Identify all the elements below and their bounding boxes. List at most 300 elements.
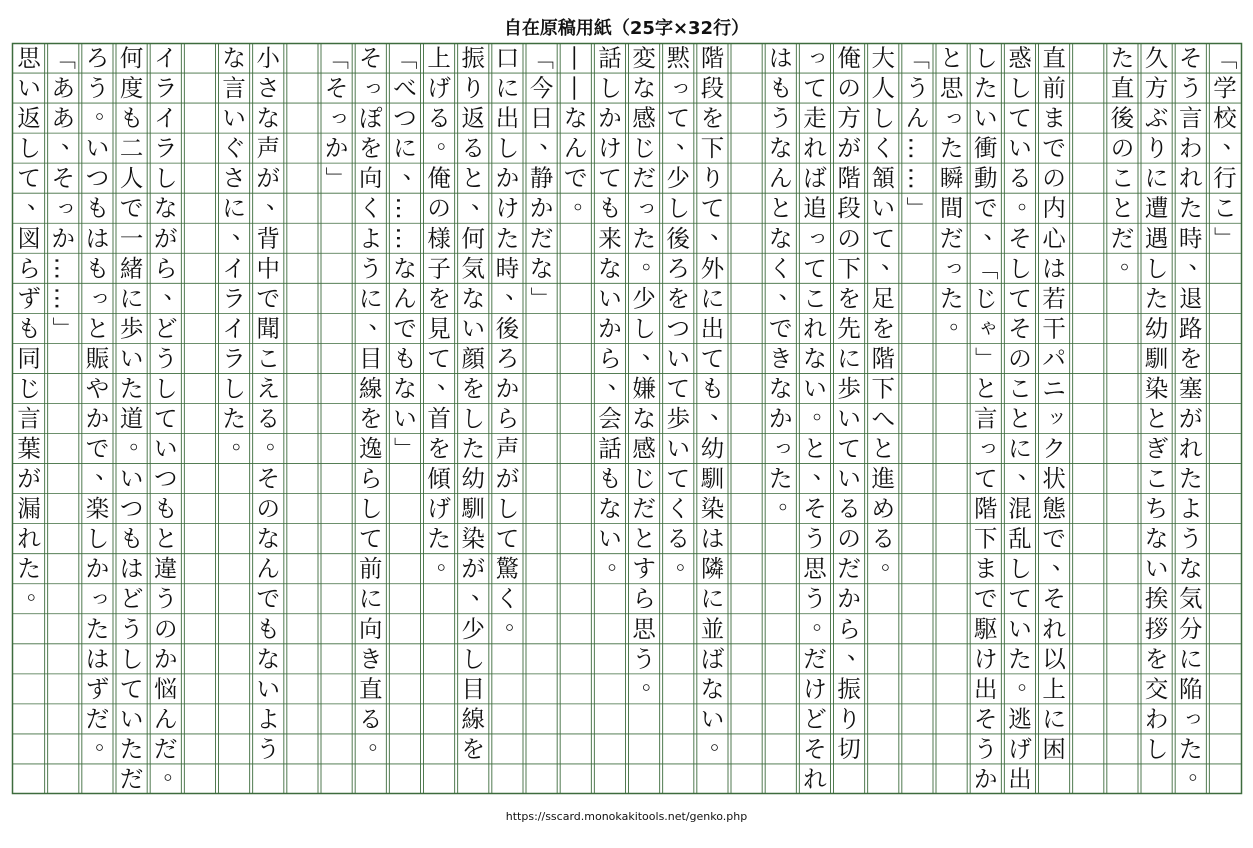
manuscript-char: ん <box>905 104 930 133</box>
manuscript-char: い <box>1144 554 1169 583</box>
manuscript-char: 逸 <box>359 434 383 463</box>
manuscript-char: 前 <box>359 554 383 583</box>
manuscript-char: た <box>1179 194 1203 223</box>
manuscript-char: 感 <box>632 104 656 133</box>
manuscript-column <box>1111 44 1144 274</box>
manuscript-char: て <box>119 674 144 703</box>
manuscript-char: と <box>1008 404 1032 433</box>
manuscript-char: 瞬 <box>939 164 964 193</box>
manuscript-char: な <box>769 134 793 163</box>
manuscript-column <box>427 44 460 574</box>
manuscript-char: 一 <box>119 224 144 253</box>
manuscript-char: 直 <box>1110 74 1135 103</box>
manuscript-char: に <box>495 74 520 103</box>
manuscript-char: 話 <box>598 434 622 463</box>
manuscript-char: ク <box>1042 434 1066 463</box>
manuscript-char: 退 <box>1179 284 1203 313</box>
manuscript-char: を <box>359 404 383 433</box>
manuscript-column <box>496 44 529 634</box>
manuscript-char: ち <box>1144 494 1169 523</box>
manuscript-char: も <box>85 254 110 283</box>
manuscript-char: 。 <box>641 666 666 695</box>
manuscript-char: っ <box>90 285 111 309</box>
manuscript-char: っ <box>944 254 965 278</box>
manuscript-char: い <box>85 134 110 163</box>
manuscript-char: え <box>256 374 280 403</box>
manuscript-char: か <box>598 314 622 343</box>
manuscript-char: っ <box>773 435 794 459</box>
manuscript-char: 何 <box>461 224 485 253</box>
manuscript-char: 切 <box>837 734 861 763</box>
manuscript-char: て <box>495 524 520 553</box>
manuscript-char: が <box>17 464 41 493</box>
manuscript-char: 。 <box>1017 666 1042 695</box>
manuscript-char: を <box>666 284 690 313</box>
manuscript-char: 「 <box>390 46 419 70</box>
manuscript-char: 人 <box>119 164 144 193</box>
manuscript-char: は <box>85 224 110 253</box>
manuscript-char: り <box>700 164 725 193</box>
manuscript-char: 思 <box>17 44 41 73</box>
manuscript-char: 向 <box>359 164 383 193</box>
manuscript-char: い <box>222 104 246 133</box>
manuscript-char: … <box>903 136 932 160</box>
manuscript-char: 下 <box>700 134 725 163</box>
manuscript-char: 乱 <box>1008 524 1032 553</box>
manuscript-char: て <box>700 194 725 223</box>
manuscript-char: じ <box>17 374 41 403</box>
manuscript-char: 足 <box>871 284 895 313</box>
manuscript-char: 楽 <box>85 494 110 523</box>
manuscript-char: 驚 <box>495 554 520 583</box>
manuscript-char: 階 <box>871 344 895 373</box>
manuscript-char: な <box>256 644 280 673</box>
manuscript-char: に <box>119 284 144 313</box>
manuscript-char: た <box>939 134 964 163</box>
manuscript-char: う <box>359 254 383 283</box>
manuscript-char: 、 <box>676 125 700 154</box>
manuscript-char: 」 <box>49 316 78 341</box>
manuscript-char: い <box>1008 614 1032 643</box>
manuscript-char: 、 <box>231 215 256 244</box>
manuscript-char: ば <box>700 644 725 673</box>
manuscript-char: な <box>564 104 588 133</box>
manuscript-char: き <box>769 344 793 373</box>
manuscript-char: 。 <box>881 546 905 575</box>
manuscript-char: 、 <box>163 275 188 304</box>
manuscript-char: 、 <box>778 275 803 304</box>
manuscript-char: 追 <box>803 194 827 223</box>
manuscript-char: 。 <box>573 185 598 214</box>
manuscript-char: の <box>1042 164 1066 193</box>
manuscript-char: つ <box>666 314 690 343</box>
manuscript-char: な <box>1144 524 1169 553</box>
manuscript-char: る <box>871 524 895 553</box>
manuscript-char: し <box>666 194 690 223</box>
manuscript-char: じ <box>632 464 656 493</box>
manuscript-char: で <box>85 434 110 463</box>
manuscript-char: の <box>837 524 861 553</box>
manuscript-char: 若 <box>1042 284 1066 313</box>
manuscript-char: ど <box>154 314 178 343</box>
manuscript-char: 。 <box>607 546 632 575</box>
manuscript-char: い <box>598 284 622 313</box>
manuscript-char: 「 <box>322 46 351 70</box>
manuscript-char: 衝 <box>974 134 998 163</box>
manuscript-char: た <box>1179 464 1203 493</box>
manuscript-char: 」 <box>322 166 351 190</box>
manuscript-char: 久 <box>1144 44 1169 73</box>
manuscript-char: ま <box>974 554 998 583</box>
manuscript-char: こ <box>803 284 827 313</box>
manuscript-char: だ <box>85 704 110 733</box>
manuscript-char: 、 <box>607 366 632 395</box>
manuscript-char: 、 <box>881 245 905 274</box>
manuscript-char: 「 <box>903 46 932 70</box>
manuscript-char: 。 <box>778 486 803 515</box>
manuscript-char: が <box>837 134 861 163</box>
manuscript-char: つ <box>154 464 178 493</box>
manuscript-char: イ <box>222 314 246 343</box>
manuscript-char: く <box>495 584 520 613</box>
manuscript-column <box>940 44 973 334</box>
manuscript-char: 様 <box>427 224 451 253</box>
manuscript-char: れ <box>803 134 827 163</box>
manuscript-char: な <box>700 674 725 703</box>
manuscript-char: 陥 <box>1179 674 1203 703</box>
manuscript-char: い <box>393 404 417 433</box>
manuscript-char: 幼 <box>700 434 725 463</box>
manuscript-char: か <box>495 164 520 193</box>
manuscript-char: う <box>974 734 998 763</box>
manuscript-char: げ <box>427 74 451 103</box>
manuscript-char: 悩 <box>154 674 178 703</box>
manuscript-char: 交 <box>1144 674 1169 703</box>
manuscript-char: は <box>700 524 725 553</box>
manuscript-char: ラ <box>222 284 246 313</box>
manuscript-char: 。 <box>1188 756 1213 785</box>
manuscript-char: 葉 <box>17 434 41 463</box>
manuscript-char: う <box>803 524 827 553</box>
manuscript-char: 賑 <box>85 344 110 373</box>
manuscript-char: 少 <box>666 164 690 193</box>
manuscript-char: そ <box>256 464 280 493</box>
manuscript-char: に <box>1179 644 1203 673</box>
manuscript-char: し <box>222 374 246 403</box>
manuscript-column <box>667 44 700 574</box>
manuscript-char: だ <box>803 644 827 673</box>
manuscript-char: し <box>17 134 41 163</box>
manuscript-char: で <box>119 194 144 223</box>
manuscript-char: 漏 <box>17 494 41 523</box>
manuscript-char: い <box>803 374 827 403</box>
manuscript-char: て <box>1008 104 1032 133</box>
manuscript-char: げ <box>427 494 451 523</box>
manuscript-char: 歩 <box>119 314 144 343</box>
manuscript-char: る <box>359 704 383 733</box>
manuscript-char: し <box>598 74 622 103</box>
manuscript-char: と <box>632 524 656 553</box>
manuscript-char: な <box>256 104 280 133</box>
manuscript-char: だ <box>632 164 656 193</box>
manuscript-char: 、 <box>1017 456 1042 485</box>
manuscript-char: 学 <box>1213 74 1237 103</box>
manuscript-char: っ <box>978 435 999 459</box>
manuscript-char: ら <box>359 464 383 493</box>
manuscript-char: 、 <box>471 576 495 605</box>
manuscript-char: 」 <box>1210 226 1239 250</box>
manuscript-char: っ <box>56 194 76 218</box>
manuscript-char: っ <box>90 585 111 609</box>
manuscript-char: 下 <box>871 374 895 403</box>
manuscript-char: 校 <box>1213 104 1237 133</box>
manuscript-char: 階 <box>837 164 861 193</box>
manuscript-char: そ <box>1179 44 1203 73</box>
manuscript-char: れ <box>803 314 827 343</box>
manuscript-char: 言 <box>17 404 41 433</box>
manuscript-char: を <box>1144 644 1169 673</box>
manuscript-char: し <box>119 644 144 673</box>
manuscript-char: い <box>256 674 280 703</box>
manuscript-char: 変 <box>632 44 656 73</box>
manuscript-char: っ <box>1183 705 1204 729</box>
manuscript-char: 。 <box>129 426 153 455</box>
manuscript-char: も <box>17 314 41 343</box>
manuscript-char: 上 <box>427 44 451 73</box>
manuscript-char: 、 <box>539 125 563 154</box>
manuscript-char: 心 <box>1042 224 1066 253</box>
manuscript-char: 」 <box>903 196 932 220</box>
manuscript-char: と <box>1144 404 1169 433</box>
manuscript-char: 、 <box>26 185 51 214</box>
manuscript-char: る <box>837 494 861 523</box>
manuscript-char: は <box>85 644 110 673</box>
manuscript-char: れ <box>1179 164 1203 193</box>
manuscript-char: 後 <box>666 224 690 253</box>
manuscript-char: を <box>427 434 451 463</box>
manuscript-char: た <box>1179 734 1203 763</box>
manuscript-char: イ <box>222 254 246 283</box>
manuscript-char: る <box>666 524 690 553</box>
manuscript-char: が <box>461 554 485 583</box>
manuscript-column <box>632 44 665 694</box>
manuscript-char: で <box>564 164 588 193</box>
manuscript-char: 見 <box>427 314 451 343</box>
manuscript-char: ら <box>154 254 178 283</box>
manuscript-char: 」 <box>971 346 1000 371</box>
manuscript-char: 顔 <box>461 344 485 373</box>
manuscript-char: に <box>1008 434 1032 463</box>
manuscript-char: ぎ <box>1144 434 1169 463</box>
manuscript-char: 気 <box>461 254 485 283</box>
manuscript-char: て <box>1008 284 1032 313</box>
manuscript-char: し <box>1144 254 1169 283</box>
manuscript-column <box>323 46 351 190</box>
manuscript-char: ら <box>598 344 622 373</box>
manuscript-char: ぐ <box>222 134 246 163</box>
manuscript-char: ず <box>17 284 41 313</box>
manuscript-char: 、 <box>95 456 119 485</box>
manuscript-char: じ <box>974 284 998 313</box>
manuscript-char: に <box>359 584 383 613</box>
manuscript-char: そ <box>1008 224 1032 253</box>
manuscript-char: な <box>529 254 554 283</box>
manuscript-char: … <box>390 196 419 220</box>
manuscript-char: 。 <box>1017 185 1042 214</box>
manuscript-char: 」 <box>390 436 419 461</box>
manuscript-char: 段 <box>700 74 725 103</box>
manuscript-column <box>222 44 255 454</box>
manuscript-char: も <box>598 464 622 493</box>
manuscript-char: 口 <box>495 44 520 73</box>
manuscript-char: は <box>1042 254 1066 283</box>
manuscript-char: だ <box>939 224 964 253</box>
manuscript-char: 言 <box>974 404 998 433</box>
manuscript-char: し <box>154 374 178 403</box>
manuscript-char: こ <box>1144 464 1169 493</box>
manuscript-char: 同 <box>17 344 41 373</box>
manuscript-char: れ <box>803 764 827 793</box>
manuscript-char: 。 <box>1120 245 1144 274</box>
manuscript-char: し <box>359 494 383 523</box>
manuscript-char: っ <box>671 74 691 98</box>
manuscript-grid <box>12 43 1247 794</box>
manuscript-char: も <box>154 494 178 523</box>
manuscript-char: 上 <box>1042 674 1066 703</box>
manuscript-char: た <box>1110 44 1135 73</box>
manuscript-char: の <box>427 194 451 223</box>
manuscript-char: そ <box>1008 314 1032 343</box>
manuscript-char: 、 <box>710 396 734 425</box>
manuscript-char: 態 <box>1042 494 1066 523</box>
manuscript-char: て <box>700 344 725 373</box>
manuscript-char: く <box>769 254 793 283</box>
manuscript-char: 道 <box>119 404 144 433</box>
manuscript-char: て <box>803 254 827 283</box>
manuscript-char: く <box>666 494 690 523</box>
manuscript-char: 出 <box>700 314 725 343</box>
manuscript-char: か <box>495 374 520 403</box>
manuscript-char: て <box>154 404 178 433</box>
manuscript-char: た <box>974 74 998 103</box>
manuscript-char: に <box>1042 704 1066 733</box>
manuscript-char: 、 <box>436 366 461 395</box>
manuscript-char: う <box>632 644 656 673</box>
manuscript-char: 状 <box>1042 464 1066 493</box>
manuscript-column <box>769 44 802 514</box>
manuscript-char: 線 <box>461 704 485 733</box>
manuscript-char: 首 <box>427 404 451 433</box>
manuscript-char: も <box>700 374 725 403</box>
manuscript-char: だ <box>1110 224 1135 253</box>
manuscript-char: め <box>871 494 895 523</box>
manuscript-char: と <box>974 374 998 403</box>
manuscript-char: て <box>359 524 383 553</box>
manuscript-char: 返 <box>17 104 41 133</box>
manuscript-char: ん <box>154 704 178 733</box>
manuscript-char: 幼 <box>1144 314 1169 343</box>
manuscript-char: 挨 <box>1144 584 1169 613</box>
manuscript-char: た <box>632 224 656 253</box>
manuscript-char: い <box>461 314 485 343</box>
manuscript-char: た <box>1144 284 1169 313</box>
manuscript-char: 話 <box>598 44 622 73</box>
manuscript-char: … <box>903 166 932 190</box>
manuscript-char: 困 <box>1042 734 1066 763</box>
manuscript-char: も <box>393 344 417 373</box>
manuscript-char: う <box>905 74 930 103</box>
manuscript-char: か <box>974 764 998 793</box>
manuscript-char: ば <box>803 164 827 193</box>
manuscript-char: 、 <box>266 185 290 214</box>
manuscript-char: 聞 <box>256 314 280 343</box>
manuscript-char: か <box>85 554 110 583</box>
manuscript-char: た <box>427 524 451 553</box>
manuscript-char: 、 <box>846 636 871 665</box>
manuscript-char: あ <box>51 104 75 133</box>
manuscript-char: で <box>256 584 280 613</box>
manuscript-char: 進 <box>871 464 895 493</box>
manuscript-char: 、 <box>710 215 734 244</box>
manuscript-char: 。 <box>436 546 461 575</box>
manuscript-char: 来 <box>598 224 622 253</box>
manuscript-char: そ <box>974 704 998 733</box>
manuscript-char: い <box>119 464 144 493</box>
manuscript-char: 出 <box>974 674 998 703</box>
manuscript-char: 振 <box>461 44 485 73</box>
manuscript-char: る <box>461 134 485 163</box>
manuscript-char: 。 <box>641 245 666 274</box>
manuscript-char: も <box>119 524 144 553</box>
manuscript-char: 言 <box>1179 104 1203 133</box>
manuscript-char: 静 <box>529 164 554 193</box>
manuscript-char: う <box>85 74 110 103</box>
manuscript-char: 染 <box>461 524 485 553</box>
manuscript-char: … <box>49 256 78 281</box>
manuscript-char: ら <box>17 254 41 283</box>
manuscript-char: 。 <box>676 546 700 575</box>
manuscript-char: て <box>803 74 827 103</box>
manuscript-char: し <box>871 104 895 133</box>
manuscript-char: 思 <box>803 554 827 583</box>
manuscript-char: い <box>119 344 144 373</box>
manuscript-char: っ <box>363 74 384 98</box>
manuscript-char: に <box>837 344 861 373</box>
manuscript-char: り <box>1144 134 1169 163</box>
manuscript-char: 混 <box>1008 494 1032 523</box>
manuscript-char: っ <box>807 44 828 68</box>
manuscript-char: ま <box>1042 104 1066 133</box>
manuscript-char: ろ <box>495 344 520 373</box>
manuscript-char: そ <box>803 494 827 523</box>
manuscript-char: っ <box>807 224 828 248</box>
manuscript-char: 子 <box>427 254 451 283</box>
manuscript-char: 少 <box>632 284 656 313</box>
manuscript-char: 思 <box>632 614 656 643</box>
manuscript-char: 階 <box>974 494 998 523</box>
manuscript-char: を <box>461 374 485 403</box>
manuscript-char: 直 <box>359 674 383 703</box>
manuscript-char: 分 <box>1179 614 1203 643</box>
manuscript-char: 線 <box>359 374 383 403</box>
manuscript-char: た <box>495 224 520 253</box>
manuscript-char: う <box>1179 74 1203 103</box>
manuscript-char: わ <box>1144 704 1169 733</box>
manuscript-column <box>17 44 50 604</box>
manuscript-char: 、 <box>1188 245 1213 274</box>
manuscript-char: 下 <box>974 524 998 553</box>
manuscript-char: し <box>461 644 485 673</box>
